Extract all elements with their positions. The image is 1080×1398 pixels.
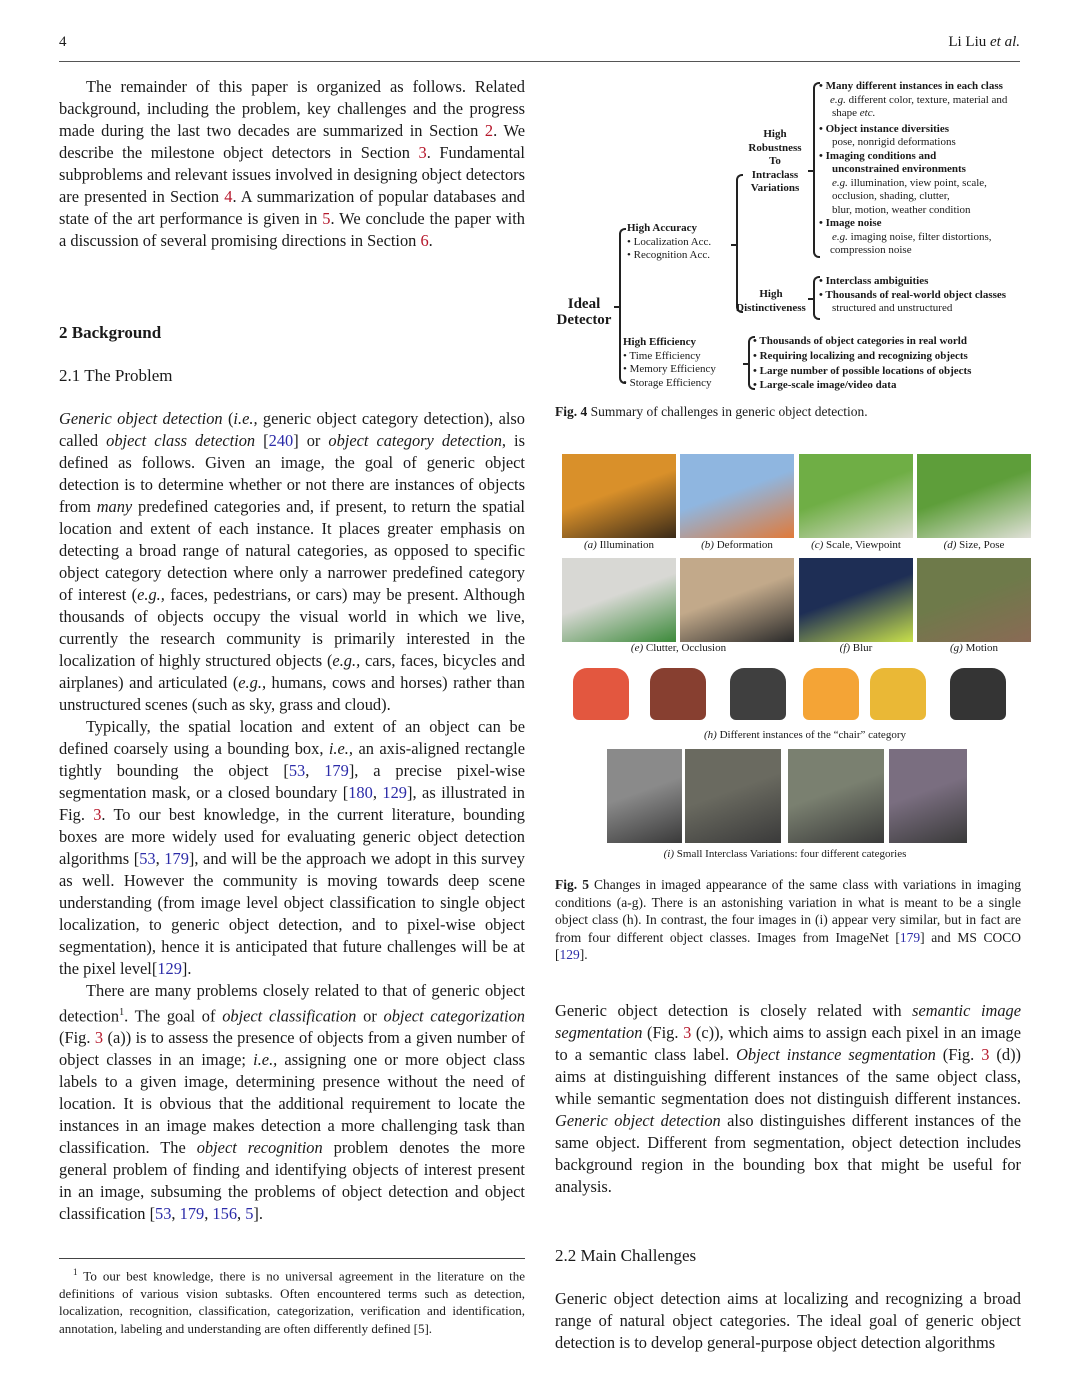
photo-a bbox=[562, 454, 676, 538]
distinctiveness-items: • Interclass ambiguities • Thousands of real-world object classes structured and unstructured bbox=[819, 275, 1007, 314]
figure-4-caption: Fig. 4 Summary of challenges in generic object detection. bbox=[555, 404, 868, 419]
robustness-title: High Robustness To Intraclass Variations bbox=[748, 128, 802, 194]
canine-caption: (i) Small Interclass Variations: four different categories bbox=[663, 848, 907, 860]
ideal-detector-label: Ideal Detector bbox=[556, 296, 612, 328]
chair-photo bbox=[573, 668, 629, 720]
photo-caption-b: (b) Deformation bbox=[701, 539, 773, 551]
subsection-heading-problem: 2.1 The Problem bbox=[59, 366, 173, 385]
problem-paragraph-2: Typically, the spatial location and extent of an object can be defined coarsely using a bounding box, i.e., an axis-aligned rectangle tightly bounding the object [53, 179], a precise pixel-wise segmentation mask, or a closed boundary [180, 129], as illustrated in Fig. 3. To our best knowledge, in the current literature, bounding boxes are more widely used for evaluating generic object detection algorithms [53, 179], and will be the approach we adopt in this survey as well. However the community is moving towards deep scene understanding (from image level object classification to single object localization, to generic object detection, and to pixel-wise object segmentation), hence it is anticipated that future challenges will be at the pixel level[129]. bbox=[59, 717, 526, 978]
photo-caption-f: (f) Blur bbox=[839, 642, 873, 654]
high-efficiency-group: High Efficiency • Time Efficiency • Memory Efficiency • Storage Efficiency bbox=[623, 336, 716, 389]
chair-photo bbox=[730, 668, 786, 720]
photo-g bbox=[917, 558, 1031, 642]
segmentation-text bbox=[555, 1000, 1021, 1198]
challenges-paragraph: Generic object detection aims at localizing and recognizing a broad range of natural object categories. The ideal goal of generic object detection is to develop general-purpose object detection algorithms bbox=[555, 1289, 1021, 1352]
intro-paragraph: The remainder of this paper is organized as follows. Related background, including the problem, key challenges and the progress made during the last two decades are summarized in Section 2. We describe the milestone object detectors in Section 3. Fundamental subproblems and relevant issues involved in designing object detectors are presented in Section 4. A summarization of popular databases and state of the art performance is given in 5. We conclude the paper with a discussion of several promising directions in Section 6. bbox=[59, 77, 525, 250]
footnote-rule bbox=[59, 1258, 525, 1259]
photo-caption-e: (e) Clutter, Occlusion bbox=[630, 642, 727, 654]
photo-caption-a: (a) Illumination bbox=[584, 539, 654, 551]
canine-photo bbox=[889, 749, 967, 843]
photo-d bbox=[917, 454, 1031, 538]
canine-photo bbox=[685, 749, 781, 843]
chair-photo bbox=[950, 668, 1006, 720]
subsection-heading-challenges: 2.2 Main Challenges bbox=[555, 1246, 697, 1265]
problem-paragraph-1: Generic object detection (i.e., generic object category detection), also called object class detection [240] or object category detection, is defined as follows. Given an image, the goal of generic object detection is to determine whether or not there are instances of objects from many predefined categories and, if present, to return the spatial location and extent of each instance. It places greater emphasis on detecting a broad range of natural categories, as opposed to specific object category detection where only a narrower predefined category of interest (e.g., faces, pedestrians, or cars) may be present. Although thousands of objects occupy the visual world in which we live, currently the research community is primarily interested in the localization of highly structured objects (e.g., cars, faces, bicycles and airplanes) and articulated (e.g., humans, cows and horses) rather than unstructured scenes (such as sky, grass and cloud). bbox=[59, 409, 526, 714]
robustness-items: • Many different instances in each class e.g. different color, texture, material and shape etc. • Object instance diversities pose, nonrigid deformations • Imaging conditions and unconstrained environments e.g. illumination, view point, scale, occlusion, shading, clutter, blur, motion, weather condition • Image noise e.g. imaging noise, filter distortions, compression noise bbox=[819, 80, 1008, 256]
segmentation-paragraph: Generic object detection is closely related with semantic image segmentation (Fig. 3 (c)), which aims to assign each pixel in an image to a semantic class label. Object instance segmentation (Fig. 3 (d)) aims at distinguishing different instances of the same object class, while semantic segmentation does not distinguish different instances. Generic object detection also distinguishes different instances of the same object. Different from segmentation, object detection includes background region in the bounding box that might be useful for analysis. bbox=[555, 1001, 1022, 1196]
photo-f bbox=[799, 558, 913, 642]
running-header-author: Li Liu et al. bbox=[948, 34, 1020, 50]
footnote: $^1$ To our best knowledge, there is no universal agreement in the literature on the definitions of various vision subtasks. Often encountered terms such as detection, localization, recognition, classification, categorization, verification and identification, annotation, labeling and understanding are often differently defined [5]. bbox=[59, 1267, 525, 1336]
section-heading-background: 2 Background bbox=[59, 323, 162, 342]
chair-caption: (h) Different instances of the “chair” category bbox=[704, 729, 906, 741]
photo-caption-c: (c) Scale, Viewpoint bbox=[811, 539, 901, 551]
chair-photo bbox=[870, 668, 926, 720]
canine-photo bbox=[788, 749, 884, 843]
canine-photo bbox=[607, 749, 682, 843]
efficiency-challenges: • Thousands of object categories in real world • Requiring localizing and recognizing objects • Large number of possible locations of objects • Large-scale image/video data bbox=[753, 335, 972, 392]
figure-5-caption: Fig. 5 Changes in imaged appearance of the same class with variations in imaging conditions (a-g). There is an astonishing variation in what is meant to be a single object class (h). In contrast, the four images in (i) appear very similar, but in fact are from four different object classes. Images from ImageNet [179] and MS COCO [129]. bbox=[555, 877, 1022, 962]
left-column bbox=[59, 76, 525, 252]
photo-e2 bbox=[680, 558, 794, 642]
photo-c bbox=[799, 454, 913, 538]
chair-photo bbox=[650, 668, 706, 720]
photo-b bbox=[680, 454, 794, 538]
problem-paragraph-3: There are many problems closely related to that of generic object detection$^1$. The goal of object classification or object categorization (Fig. 3 (a)) is to assess the presence of objects from a given number of object classes in an image; i.e., assigning one or more object class labels to a given image, determining presence without the need of location. It is obvious that the additional requirement to locate the instances in an image makes detection a more challenging task than classification. The object recognition problem denotes the more general problem of finding and identifying objects of interest present in an image, subsuming the problems of object detection and object classification [53, 179, 156, 5]. bbox=[59, 981, 525, 1224]
photo-e bbox=[562, 558, 676, 642]
header-rule bbox=[59, 61, 1020, 62]
figure-4-diagram bbox=[555, 78, 1035, 398]
chair-photo bbox=[803, 668, 859, 720]
photo-caption-g: (g) Motion bbox=[950, 642, 998, 654]
high-accuracy-group: High Accuracy • Localization Acc. • Recognition Acc. bbox=[627, 222, 712, 261]
problem-text bbox=[59, 408, 525, 1225]
photo-caption-d: (d) Size, Pose bbox=[943, 539, 1005, 551]
page-number: 4 bbox=[59, 34, 67, 50]
challenges-text bbox=[555, 1288, 1021, 1354]
figure-5-image-grid bbox=[555, 450, 1035, 870]
distinctiveness-title: High Distinctiveness bbox=[736, 288, 806, 314]
